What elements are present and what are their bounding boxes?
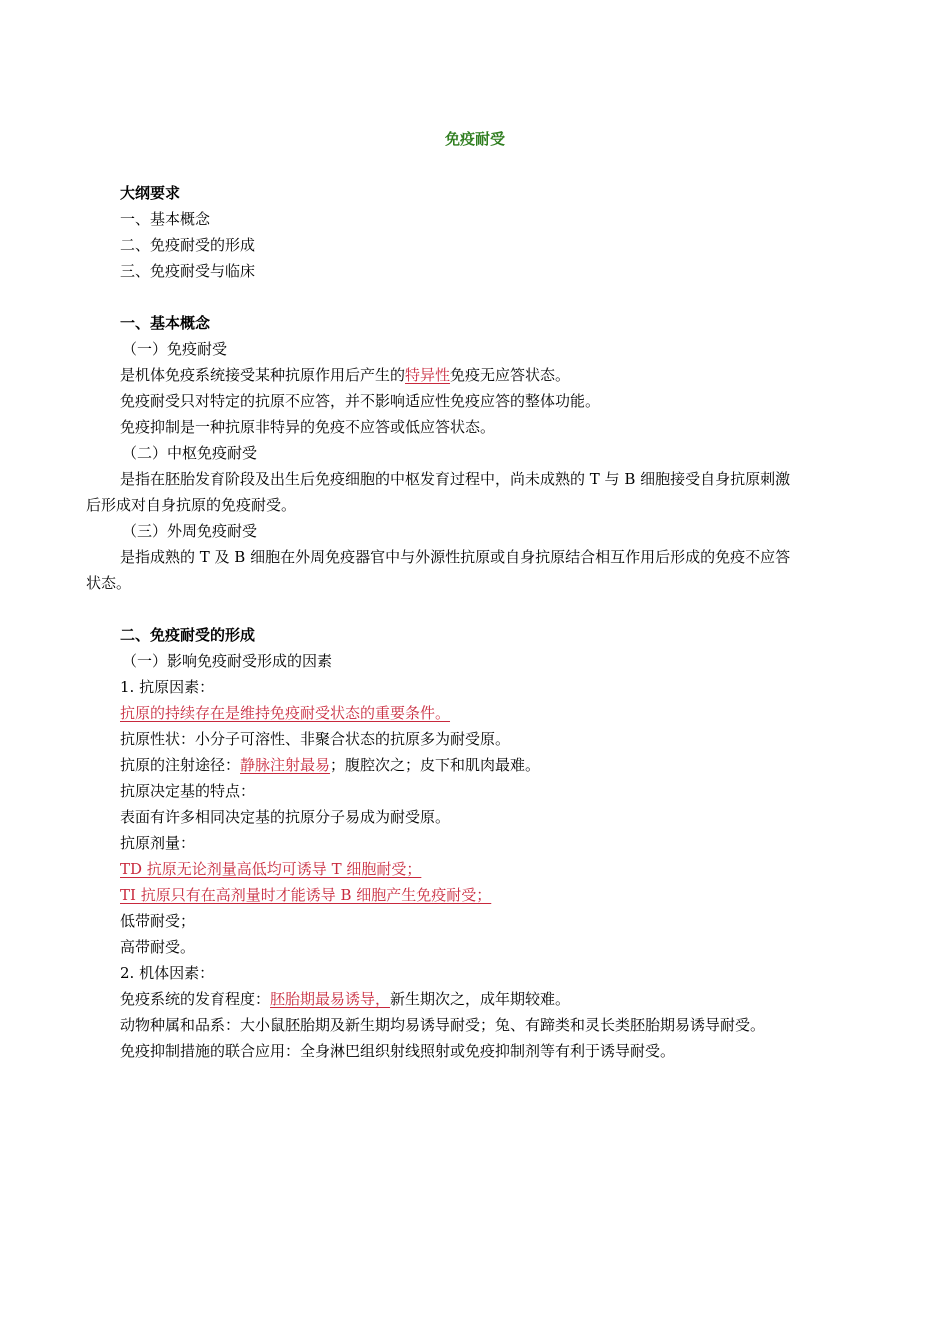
section2-l6: 表面有许多相同决定基的抗原分子易成为耐受原。 — [120, 808, 451, 826]
section2-l3: 抗原性状：小分子可溶性、非聚合状态的抗原多为耐受原。 — [120, 730, 511, 748]
section1-sub3: （三）外周免疫耐受 — [122, 522, 258, 540]
section2-l8 — [120, 856, 860, 882]
section1-sub1: （一）免疫耐受 — [122, 340, 228, 358]
section1-p2: 免疫耐受只对特定的抗原不应答，并不影响适应性免疫应答的整体功能。 — [120, 392, 601, 410]
section1-p1: 是机体免疫系统接受某种抗原作用后产生的特异性免疫无应答状态。 — [120, 366, 571, 384]
section1-p5a: 是指成熟的 T 及 B 细胞在外周免疫器官中与外源性抗原或自身抗原结合相互作用后形成的免疫不应答 — [120, 548, 791, 566]
outline-item: 三、免疫耐受与临床 — [120, 262, 256, 280]
section2-l10: 低带耐受； — [120, 912, 196, 930]
outline-item: 一、基本概念 — [120, 210, 211, 228]
section2-l5: 抗原决定基的特点： — [120, 782, 256, 800]
section2-l13: 免疫系统的发育程度：胚胎期最易诱导，新生期次之，成年期较难。 — [120, 990, 571, 1008]
section2-l7: 抗原剂量： — [120, 834, 196, 852]
section2-l1: 1. 抗原因素： — [120, 678, 215, 696]
section2-l11: 高带耐受。 — [120, 938, 196, 956]
section1-p5b: 状态。 — [86, 574, 132, 592]
section1-p3: 免疫抑制是一种抗原非特异的免疫不应答或低应答状态。 — [120, 418, 496, 436]
section2-l2 — [120, 700, 860, 726]
highlight-text: 特异性 — [405, 366, 451, 384]
highlight-text: 静脉注射最易 — [240, 756, 331, 774]
section2-heading: 二、免疫耐受的形成 — [120, 626, 256, 644]
outline-item: 二、免疫耐受的形成 — [120, 236, 256, 254]
highlight-text: TI 抗原只有在高剂量时才能诱导 B 细胞产生免疫耐受； — [120, 886, 492, 904]
section2-l12: 2. 机体因素： — [120, 964, 215, 982]
page-title: 免疫耐受 — [444, 130, 505, 148]
document-body — [86, 180, 860, 1064]
section2-l15: 免疫抑制措施的联合应用：全身淋巴组织射线照射或免疫抑制剂等有利于诱导耐受。 — [120, 1042, 676, 1060]
section1-heading: 一、基本概念 — [120, 314, 211, 332]
section2-sub1: （一）影响免疫耐受形成的因素 — [122, 652, 333, 670]
section2-l9 — [120, 882, 860, 908]
highlight-text: 胚胎期最易诱导， — [270, 990, 391, 1008]
section2-l4: 抗原的注射途径：静脉注射最易；腹腔次之；皮下和肌肉最难。 — [120, 756, 541, 774]
section1-p4a: 是指在胚胎发育阶段及出生后免疫细胞的中枢发育过程中，尚未成熟的 T 与 B 细胞接受自身抗原刺激 — [120, 470, 791, 488]
highlight-text: 抗原的持续存在是维持免疫耐受状态的重要条件。 — [120, 704, 451, 722]
section1-sub2: （二）中枢免疫耐受 — [122, 444, 258, 462]
outline-heading: 大纲要求 — [120, 184, 181, 202]
section2-l14: 动物种属和品系：大小鼠胚胎期及新生期均易诱导耐受；兔、有蹄类和灵长类胚胎期易诱导耐受。 — [120, 1016, 766, 1034]
highlight-text: TD 抗原无论剂量高低均可诱导 T 细胞耐受； — [120, 860, 422, 878]
section1-p4b: 后形成对自身抗原的免疫耐受。 — [86, 496, 297, 514]
